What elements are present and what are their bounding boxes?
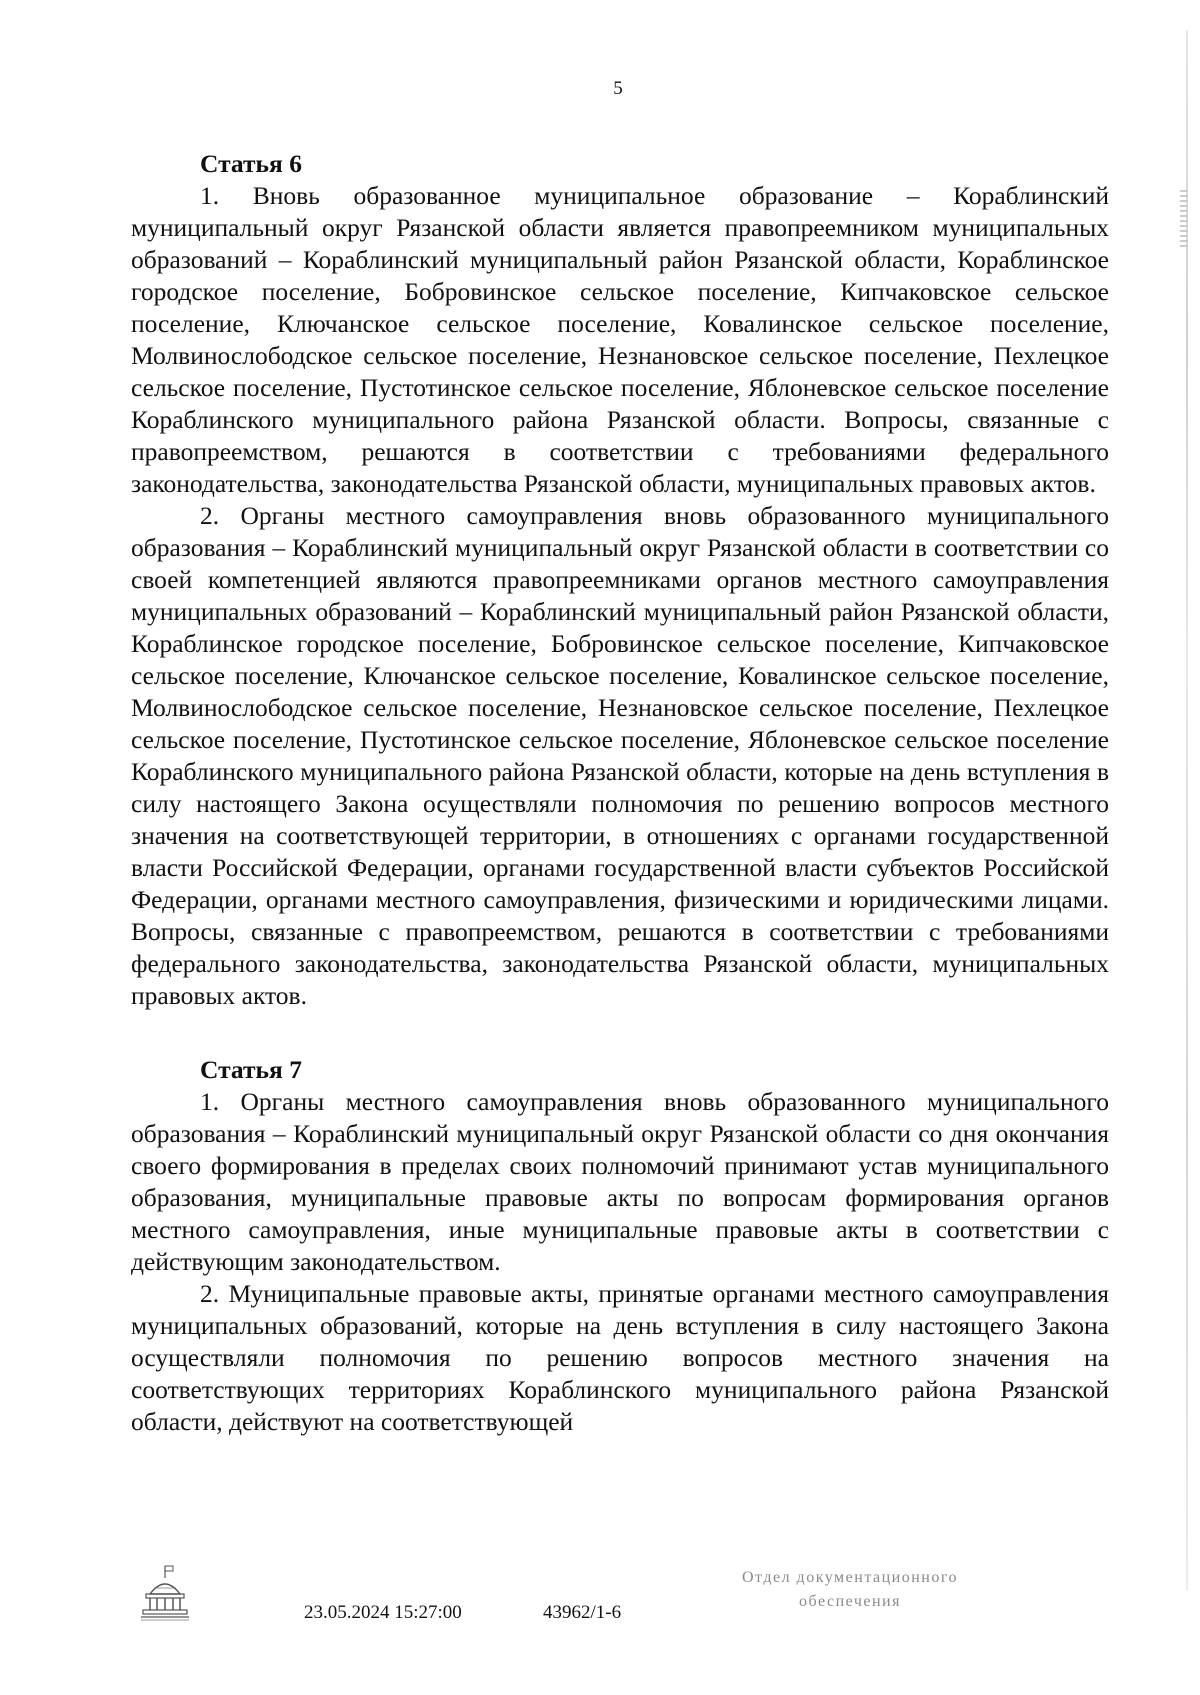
registration-number: 43962/1-6 (543, 1602, 622, 1623)
scan-edge-artifact (1186, 30, 1188, 1590)
department-stamp (700, 1566, 1000, 1614)
article-6 (131, 148, 1109, 1012)
article-6-title: Статья 6 (200, 149, 302, 178)
article-7-paragraph-1: 1. Органы местного самоуправления вновь образованного муниципального образования – Кораблинский муниципальный округ Рязанской области со дня окончания своего формирования в пределах своих полномочий принимают устав муниципального образования, муниципальные правовые акты по вопросам формирования органов местного самоуправления, иные муниципальные правовые акты в соответствии с действующим законодательством. (131, 1087, 1109, 1276)
stamp-line-2: обеспечения (799, 1593, 901, 1610)
article-7-paragraph-2: 2. Муниципальные правовые акты, принятые органами местного самоуправления муниципальных образований, которые на день вступления в силу настоящего Закона осуществляли полномочия по решению вопросов местного значения на соответствующих территориях Кораблинского муниципального района Рязанской области, действуют на соответствующей (131, 1279, 1109, 1436)
article-6-paragraph-2: 2. Органы местного самоуправления вновь образованного муниципального образования – Кораблинский муниципальный округ Рязанской области в соответствии со своей компетенцией являются правопреемниками органов местного самоуправления муниципальных образований – Кораблинский муниципальный район Рязанской области, Кораблинское городское поселение, Бобровинское сельское поселение, Кипчаковское сельское поселение, Ключанское сельское поселение, Ковалинское сельское поселение, Молвинослободское сельское поселение, Незнановское сельское поселение, Пехлецкое сельское поселение, Пустотинское сельское поселение, Яблоневское сельское поселение Кораблинского муниципального района Рязанской области, которые на день вступления в силу настоящего Закона осуществляли полномочия по решению вопросов местного значения на соответствующей территории, в отношениях с органами государственной власти Российской Федерации, органами государственной власти субъектов Российской Федерации, органами местного самоуправления, физическими и юридическими лицами. Вопросы, связанные с правопреемством, решаются в соответствии с требованиями федерального законодательства, законодательства Рязанской области, муниципальных правовых актов. (131, 501, 1109, 1010)
page-footer (0, 1560, 1200, 1670)
stamp-line-1: Отдел документационного (741, 1569, 959, 1586)
article-7-title: Статья 7 (200, 1055, 302, 1084)
document-body (131, 148, 1109, 1438)
article-7 (131, 1054, 1109, 1438)
scan-mark-artifact (1180, 190, 1188, 250)
duma-building-icon (140, 1564, 190, 1622)
registration-date: 23.05.2024 15:27:00 (304, 1602, 462, 1623)
page-number: 5 (613, 78, 623, 99)
article-6-paragraph-1: 1. Вновь образованное муниципальное образование – Кораблинский муниципальный округ Рязанской области является правопреемником муниципальных образований – Кораблинский муниципальный район Рязанской области, Кораблинское городское поселение, Бобровинское сельское поселение, Кипчаковское сельское поселение, Ключанское сельское поселение, Ковалинское сельское поселение, Молвинослободское сельское поселение, Незнановское сельское поселение, Пехлецкое сельское поселение, Пустотинское сельское поселение, Яблоневское сельское поселение Кораблинского муниципального района Рязанской области. Вопросы, связанные с правопреемством, решаются в соответствии с требованиями федерального законодательства, законодательства Рязанской области, муниципальных правовых актов. (131, 181, 1109, 498)
